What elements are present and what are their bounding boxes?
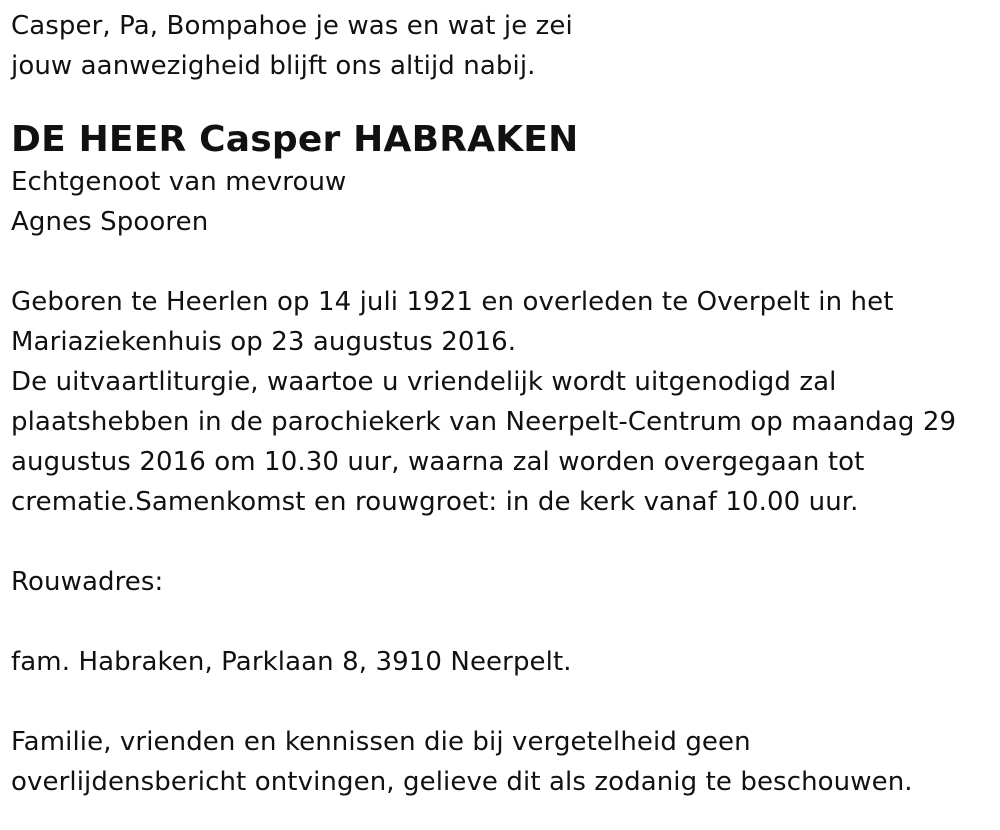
announcement-text (11, 282, 980, 522)
deceased-name: DE HEER Casper HABRAKEN (11, 119, 579, 160)
closing-note (11, 722, 980, 802)
memorial-poem (11, 6, 980, 86)
spacer (11, 242, 980, 282)
spacer (11, 522, 980, 562)
announcement-line: augustus 2016 om 10.30 uur, waarna zal worden overgegaan tot (11, 447, 865, 477)
announcement-line: Geboren te Heerlen op 14 juli 1921 en overleden te Overpelt in het (11, 287, 894, 317)
announcement-line: De uitvaartliturgie, waartoe u vriendelijk wordt uitgenodigd zal (11, 367, 837, 397)
announcement-line: plaatshebben in de parochiekerk van Neerpelt-Centrum op maandag 29 (11, 407, 957, 437)
poem-line: Casper, Pa, Bompahoe je was en wat je zei (11, 11, 573, 41)
closing-line: overlijdensbericht ontvingen, gelieve dit als zodanig te beschouwen. (11, 767, 913, 797)
poem-line: jouw aanwezigheid blijft ons altijd nabij. (11, 51, 536, 81)
spacer (11, 682, 980, 722)
spacer (11, 602, 980, 642)
closing-line: Familie, vrienden en kennissen die bij vergetelheid geen (11, 727, 751, 757)
deceased-section (11, 118, 980, 242)
relation-line: Echtgenoot van mevrouw (11, 167, 347, 197)
mourning-address: fam. Habraken, Parklaan 8, 3910 Neerpelt. (11, 647, 572, 677)
announcement-line: Mariaziekenhuis op 23 augustus 2016. (11, 327, 517, 357)
address-label: Rouwadres: (11, 567, 164, 597)
spouse-name: Agnes Spooren (11, 207, 209, 237)
announcement-line: crematie.Samenkomst en rouwgroet: in de kerk vanaf 10.00 uur. (11, 487, 859, 517)
